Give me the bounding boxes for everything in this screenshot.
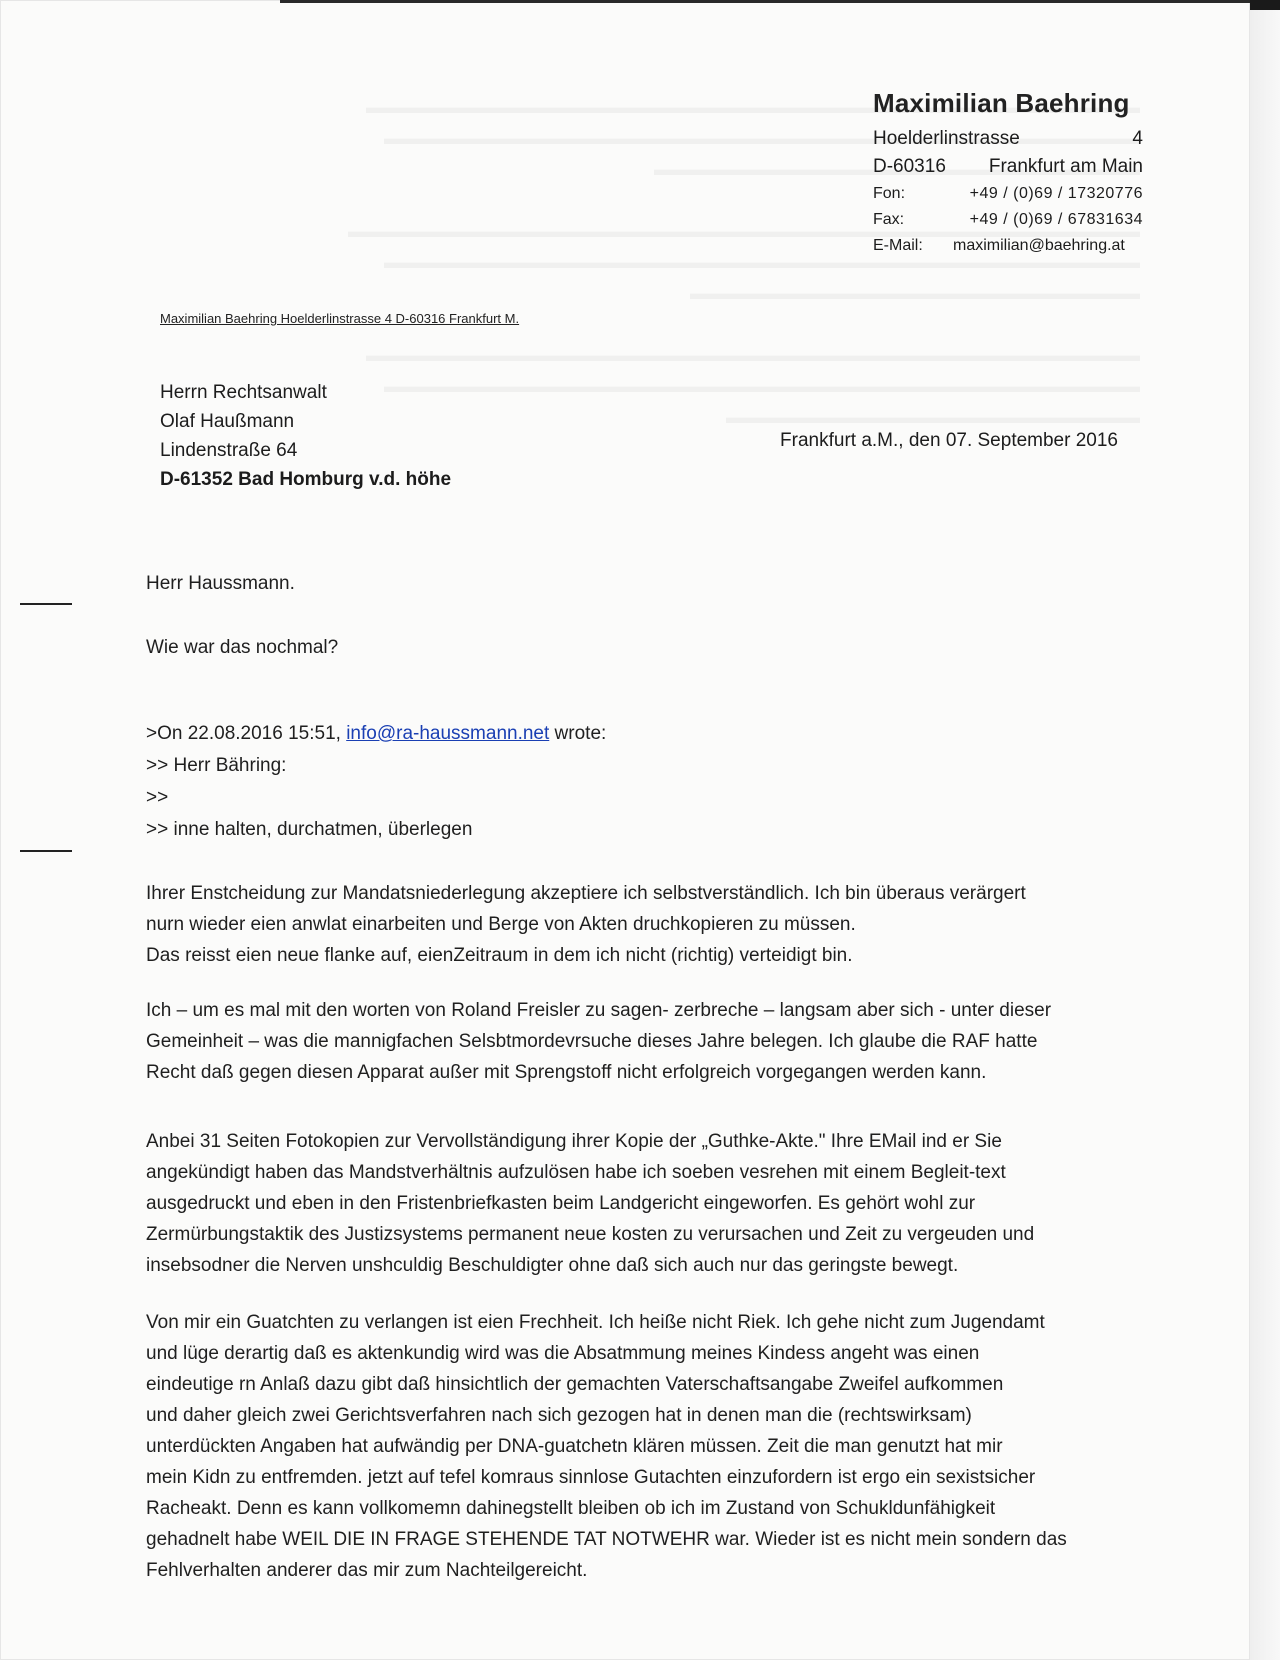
scan-edge-corner <box>1250 0 1280 10</box>
text-line: Das reisst eien neue flanke auf, eienZeitraum in dem ich nicht (richtig) verteidigt bin. <box>146 945 853 966</box>
text-line: unterdückten Angaben hat aufwändig per DNA-guatchetn klären müssen. Zeit die man genutzt hat mir <box>146 1436 1003 1457</box>
quote-intro <box>146 718 1156 750</box>
quote-email-link[interactable]: info@ra-haussmann.net <box>346 723 550 744</box>
paragraph-photocopies <box>146 1126 1156 1281</box>
sender-email: maximilian@baehring.at <box>953 237 1125 254</box>
text-line: Von mir ein Guatchten zu verlangen ist eien Frechheit. Ich heiße nicht Riek. Ich gehe nicht zum Jugendamt <box>146 1312 1045 1333</box>
text-line: Zermürbungstaktik des Justizsystems permanent neue kosten zu verursachen und Zeit zu vergeuden und <box>146 1224 1035 1245</box>
quote-line: >> <box>146 787 169 808</box>
recipient-name: Olaf Haußmann <box>160 411 295 432</box>
text-line: Fehlverhalten anderer das mir zum Nachteilgereicht. <box>146 1560 588 1581</box>
quote-line: >> inne halten, durchatmen, überlegen <box>146 819 473 840</box>
text-line: mein Kidn zu entfremden. jetzt auf tefel komraus sinnlose Gutachten einzufordern ist ergo ein sexistsicher <box>146 1467 1036 1488</box>
sender-fax-line <box>873 207 1143 233</box>
salutation: Herr Haussmann. <box>146 573 295 594</box>
text-line: eindeutige rn Anlaß dazu gibt daß hinsichtlich der gemachten Vaterschaftsangabe Zweifel aufkommen <box>146 1374 1004 1395</box>
text-line: Anbei 31 Seiten Fotokopien zur Vervollständigung ihrer Kopie der „Guthke-Akte." Ihre EMail ind er Sie <box>146 1131 1002 1152</box>
text-line: Gemeinheit – was die mannigfachen Selsbtmordevrsuche dieses Jahre belegen. Ich glaube die RAF hatte <box>146 1031 1038 1052</box>
sender-email-line <box>873 233 1143 259</box>
fax-label: Fax: <box>873 211 905 228</box>
text-line: Ihrer Enstcheidung zur Mandatsniederlegung akzeptiere ich selbstverständlich. Ich bin überaus verärgert <box>146 883 1026 904</box>
text-line: angekündigt haben das Mandstverhältnis aufzulösen habe ich soeben vesrehen mit einem Begleit-text <box>146 1162 1006 1183</box>
recipient-title: Herrn Rechtsanwalt <box>160 382 327 403</box>
text-line: Ich – um es mal mit den worten von Roland Freisler zu sagen- zerbreche – langsam aber sich - unter dieser <box>146 1000 1052 1021</box>
paragraph-freisler <box>146 995 1156 1088</box>
paragraph-expert-opinion <box>146 1307 1156 1586</box>
quote-line: >> Herr Bähring: <box>146 755 287 776</box>
scan-edge-top <box>280 0 1250 3</box>
margin-mark <box>20 603 72 605</box>
sender-letterhead <box>873 88 1143 259</box>
sender-street-line <box>873 125 1143 153</box>
sender-phone-line <box>873 181 1143 207</box>
text-line: und lüge derartig daß es aktenkundig wird was die Absatmmung meines Kindess angeht was einen <box>146 1343 980 1364</box>
text-line: und daher gleich zwei Gerichtsverfahren nach sich gezogen hat in denen man die (rechtswirksam) <box>146 1405 972 1426</box>
return-address: Maximilian Baehring Hoelderlinstrasse 4 D-60316 Frankfurt M. <box>160 311 520 326</box>
quoted-mail <box>146 718 1156 846</box>
question-line: Wie war das nochmal? <box>146 637 339 658</box>
sender-city: Frankfurt am Main <box>988 156 1143 177</box>
text-line: ausgedruckt und eben in den Fristenbriefkasten beim Landgericht eingeworfen. Es gehört wohl zur <box>146 1193 976 1214</box>
text-line: Racheakt. Denn es kann vollkomemn dahinegstellt bleiben ob ich im Zustand von Schukldunfähigkeit <box>146 1498 996 1519</box>
date-line: Frankfurt a.M., den 07. September 2016 <box>780 430 1118 451</box>
phone-label: Fon: <box>873 185 906 202</box>
recipient-street: Lindenstraße 64 <box>160 440 298 461</box>
scan-edge-right <box>1250 0 1280 1660</box>
fax-number: +49 / (0)69 / 67831634 <box>969 211 1143 228</box>
sender-street: Hoelderlinstrasse <box>873 128 1020 149</box>
recipient-city: D-61352 Bad Homburg v.d. höhe <box>160 469 452 490</box>
sender-postal-code: D-60316 <box>873 156 946 177</box>
text-line: Recht daß gegen diesen Apparat außer mit Sprengstoff nicht erfolgreich vorgegangen werden kann. <box>146 1062 987 1083</box>
sender-name: Maximilian Baehring <box>873 88 1130 118</box>
recipient-address <box>160 378 451 494</box>
text-line: gehadnelt habe WEIL DIE IN FRAGE STEHENDE TAT NOTWEHR war. Wieder ist es nicht mein sondern das <box>146 1529 1067 1550</box>
quote-intro-suffix: wrote: <box>549 723 607 744</box>
margin-mark <box>20 850 72 852</box>
quote-intro-prefix: >On 22.08.2016 15:51, <box>146 723 347 744</box>
paragraph-mandate <box>146 878 1156 971</box>
phone-number: +49 / (0)69 / 17320776 <box>969 185 1143 202</box>
email-label: E-Mail: <box>873 237 923 254</box>
text-line: nurn wieder eien anwlat einarbeiten und Berge von Akten druchkopieren zu müssen. <box>146 914 856 935</box>
sender-house-number: 4 <box>1132 128 1143 149</box>
sender-city-line <box>873 153 1143 181</box>
text-line: insebsodner die Nerven unshculdig Beschuldigter ohne daß sich auch nur das geringste bewegt. <box>146 1255 959 1276</box>
